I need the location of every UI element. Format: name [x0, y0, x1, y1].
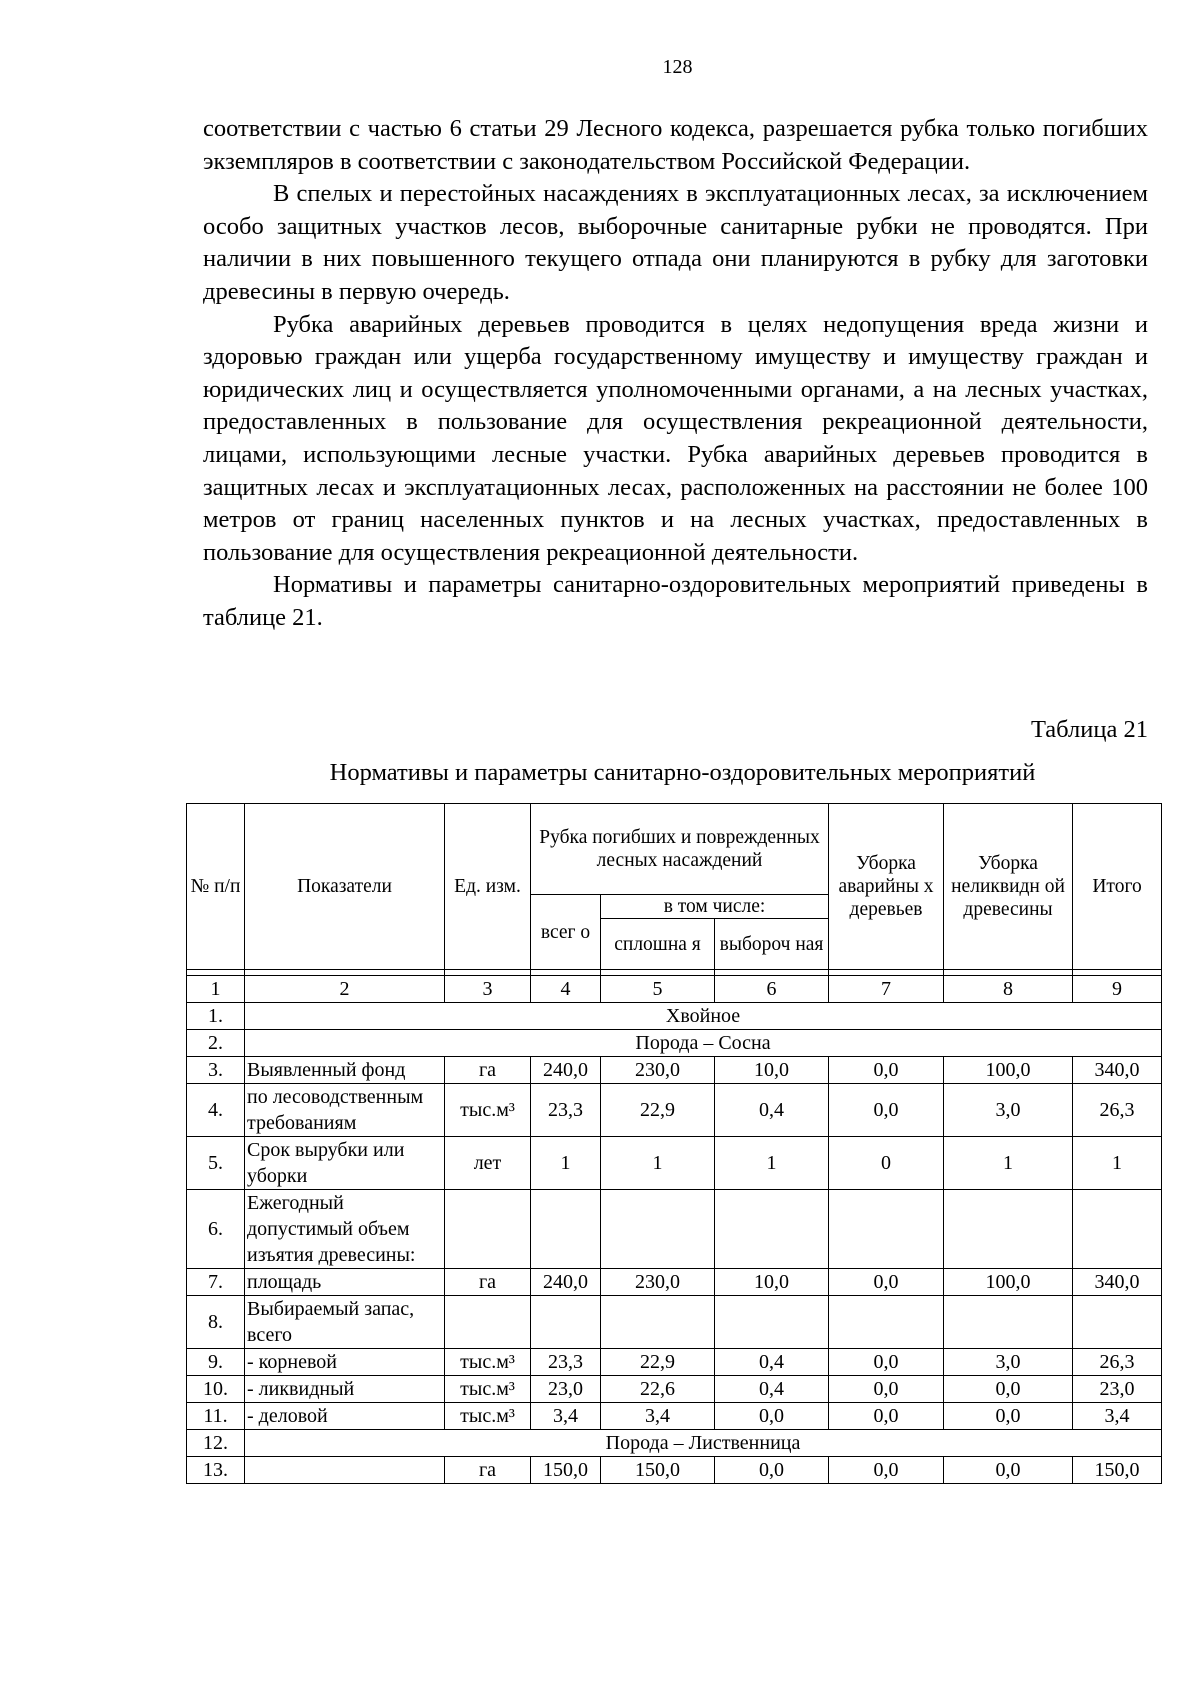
table-row	[187, 1057, 1162, 1084]
row-value	[1073, 1190, 1162, 1269]
row-number: 8.	[187, 1296, 245, 1349]
column-number: 5	[601, 976, 715, 1003]
row-value: 10,0	[715, 1269, 829, 1296]
row-value: 1	[944, 1137, 1073, 1190]
norms-table	[186, 803, 1162, 1484]
row-number: 3.	[187, 1057, 245, 1084]
row-value: 23,0	[1073, 1376, 1162, 1403]
row-value	[1073, 1296, 1162, 1349]
header-indicator: Показатели	[245, 804, 445, 970]
paragraph: Рубка аварийных деревьев проводится в целях недопущения вреда жизни и здоровью граждан или ущерба государственному имуществу и имуществу граждан и юридических лиц и осуществляется уполномоченными органами, а на лесных участках, предоставленных в пользование для осуществления рекреационной деятельности, лицами, использующими лесные участки. Рубка аварийных деревьев проводится в защитных лесах и эксплуатационных лесах, расположенных на расстоянии не более 100 метров от границ населенных пунктов и на лесных участках, предоставленных в пользование для осуществления рекреационной деятельности.	[203, 310, 1148, 566]
row-indicator: Выявленный фонд	[245, 1057, 445, 1084]
row-number: 6.	[187, 1190, 245, 1269]
row-unit	[445, 1296, 531, 1349]
row-value: 26,3	[1073, 1084, 1162, 1137]
row-number: 5.	[187, 1137, 245, 1190]
column-number: 4	[531, 976, 601, 1003]
row-value: 340,0	[1073, 1057, 1162, 1084]
row-value: 3,4	[601, 1403, 715, 1430]
row-value: 340,0	[1073, 1269, 1162, 1296]
row-value: 0,4	[715, 1349, 829, 1376]
row-number: 10.	[187, 1376, 245, 1403]
row-value	[715, 1190, 829, 1269]
row-value: 22,9	[601, 1084, 715, 1137]
header-row	[187, 804, 1162, 895]
row-number: 7.	[187, 1269, 245, 1296]
row-value: 0,0	[829, 1349, 944, 1376]
row-value: 0,0	[829, 1457, 944, 1484]
table-label: Таблица 21	[1030, 716, 1148, 743]
row-value	[944, 1190, 1073, 1269]
table-row	[187, 1376, 1162, 1403]
table-row	[187, 1084, 1162, 1137]
row-indicator: - корневой	[245, 1349, 445, 1376]
row-value: 0,0	[944, 1403, 1073, 1430]
column-number: 3	[445, 976, 531, 1003]
row-value: 0,0	[944, 1376, 1073, 1403]
row-unit: га	[445, 1457, 531, 1484]
section-row	[187, 1030, 1162, 1057]
row-value: 0,0	[715, 1403, 829, 1430]
row-value	[829, 1190, 944, 1269]
row-indicator: Срок вырубки или уборки	[245, 1137, 445, 1190]
table-row	[187, 1403, 1162, 1430]
row-value: 0,0	[829, 1376, 944, 1403]
row-number: 9.	[187, 1349, 245, 1376]
header-clear: сплошна я	[601, 919, 715, 970]
table-row	[187, 1269, 1162, 1296]
row-value	[531, 1190, 601, 1269]
row-unit: га	[445, 1057, 531, 1084]
row-value: 0,0	[829, 1084, 944, 1137]
row-value: 1	[715, 1137, 829, 1190]
table-row	[187, 1296, 1162, 1349]
table-row	[187, 1137, 1162, 1190]
row-value: 150,0	[531, 1457, 601, 1484]
row-indicator: Выбираемый запас, всего	[245, 1296, 445, 1349]
header-illiquid: Уборка неликвидн ой древесины	[944, 804, 1073, 970]
row-indicator: - деловой	[245, 1403, 445, 1430]
header-total-all: всег о	[531, 895, 601, 970]
header-felling: Рубка погибших и поврежденных лесных насаждений	[531, 804, 829, 895]
row-value: 240,0	[531, 1269, 601, 1296]
row-value: 3,0	[944, 1349, 1073, 1376]
column-number: 9	[1073, 976, 1162, 1003]
row-indicator: по лесоводственным требованиям	[245, 1084, 445, 1137]
row-number: 4.	[187, 1084, 245, 1137]
column-number-row	[187, 976, 1162, 1003]
row-indicator	[245, 1457, 445, 1484]
table-row	[187, 1457, 1162, 1484]
column-number: 8	[944, 976, 1073, 1003]
body-text	[203, 113, 1148, 635]
paragraph: соответствии с частью 6 статьи 29 Лесного кодекса, разрешается рубка только погибших экземпляров в соответствии с законодательством Российской Федерации.	[203, 115, 1148, 175]
row-unit: тыс.м³	[445, 1349, 531, 1376]
row-value: 150,0	[1073, 1457, 1162, 1484]
row-value: 1	[601, 1137, 715, 1190]
row-value	[715, 1296, 829, 1349]
row-value: 240,0	[531, 1057, 601, 1084]
row-number: 13.	[187, 1457, 245, 1484]
row-indicator: Ежегодный допустимый объем изъятия древесины:	[245, 1190, 445, 1269]
row-unit: га	[445, 1269, 531, 1296]
row-value: 10,0	[715, 1057, 829, 1084]
row-number: 2.	[187, 1030, 245, 1057]
column-number: 6	[715, 976, 829, 1003]
row-unit: тыс.м³	[445, 1084, 531, 1137]
row-value: 0,4	[715, 1084, 829, 1137]
column-number: 1	[187, 976, 245, 1003]
row-value: 3,4	[1073, 1403, 1162, 1430]
row-value: 0,4	[715, 1376, 829, 1403]
row-value	[601, 1296, 715, 1349]
paragraph: Нормативы и параметры санитарно-оздоровительных мероприятий приведены в таблице 21.	[203, 571, 1148, 631]
row-value: 230,0	[601, 1269, 715, 1296]
section-row	[187, 1430, 1162, 1457]
row-value: 23,3	[531, 1084, 601, 1137]
row-indicator: площадь	[245, 1269, 445, 1296]
row-value: 0,0	[829, 1269, 944, 1296]
section-row	[187, 1003, 1162, 1030]
row-value: 3,0	[944, 1084, 1073, 1137]
header-unit: Ед. изм.	[445, 804, 531, 970]
header-incl: в том числе:	[601, 895, 829, 919]
row-value: 26,3	[1073, 1349, 1162, 1376]
row-value	[829, 1296, 944, 1349]
column-number: 7	[829, 976, 944, 1003]
table-title: Нормативы и параметры санитарно-оздоровительных мероприятий	[329, 759, 1036, 786]
row-indicator: - ликвидный	[245, 1376, 445, 1403]
page-number: 128	[662, 56, 693, 78]
row-value: 230,0	[601, 1057, 715, 1084]
row-number: 12.	[187, 1430, 245, 1457]
row-value	[531, 1296, 601, 1349]
row-unit: тыс.м³	[445, 1403, 531, 1430]
row-value: 0,0	[944, 1457, 1073, 1484]
table-row	[187, 1349, 1162, 1376]
row-value: 0,0	[829, 1403, 944, 1430]
section-title: Хвойное	[245, 1003, 1162, 1030]
column-number: 2	[245, 976, 445, 1003]
row-value: 0,0	[715, 1457, 829, 1484]
header-num: № п/п	[187, 804, 245, 970]
header-emergency: Уборка аварийны х деревьев	[829, 804, 944, 970]
row-value	[944, 1296, 1073, 1349]
row-unit	[445, 1190, 531, 1269]
table-row	[187, 1190, 1162, 1269]
row-value: 0,0	[829, 1057, 944, 1084]
row-unit: лет	[445, 1137, 531, 1190]
row-value	[601, 1190, 715, 1269]
header-selective: выбороч ная	[715, 919, 829, 970]
row-value: 23,3	[531, 1349, 601, 1376]
row-value: 100,0	[944, 1057, 1073, 1084]
row-value: 22,6	[601, 1376, 715, 1403]
section-title: Порода – Лиственница	[245, 1430, 1162, 1457]
section-title: Порода – Сосна	[245, 1030, 1162, 1057]
row-number: 1.	[187, 1003, 245, 1030]
row-unit: тыс.м³	[445, 1376, 531, 1403]
header-total: Итого	[1073, 804, 1162, 970]
row-value: 150,0	[601, 1457, 715, 1484]
row-value: 1	[531, 1137, 601, 1190]
row-value: 1	[1073, 1137, 1162, 1190]
row-value: 22,9	[601, 1349, 715, 1376]
row-value: 23,0	[531, 1376, 601, 1403]
row-value: 100,0	[944, 1269, 1073, 1296]
row-number: 11.	[187, 1403, 245, 1430]
row-value: 3,4	[531, 1403, 601, 1430]
row-value: 0	[829, 1137, 944, 1190]
paragraph: В спелых и перестойных насаждениях в эксплуатационных лесах, за исключением особо защитных участков лесов, выборочные санитарные рубки не проводятся. При наличии в них повышенного текущего отпада они планируются в рубку для заготовки древесины в первую очередь.	[203, 180, 1148, 305]
